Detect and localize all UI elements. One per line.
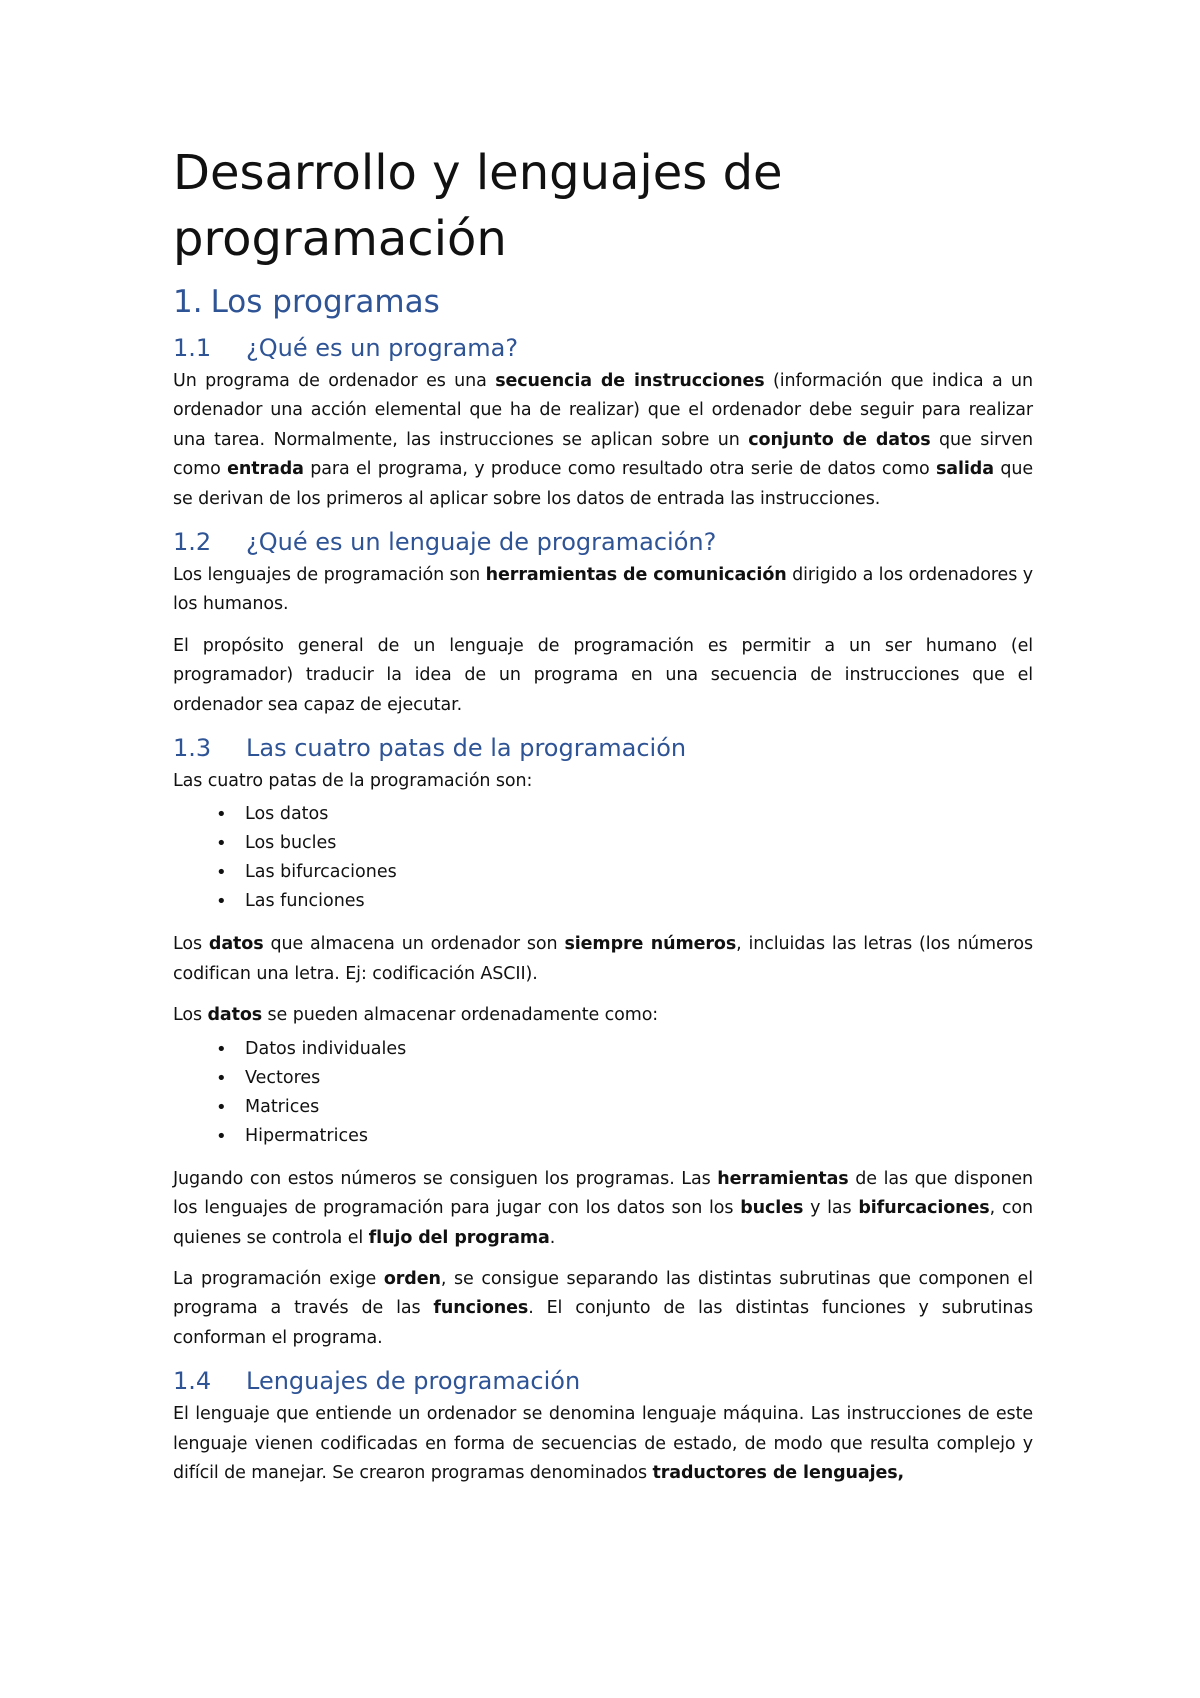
list-item-label: Matrices xyxy=(245,1096,320,1117)
title-word: programación xyxy=(173,211,507,267)
subsection-heading xyxy=(173,732,1033,765)
paragraph xyxy=(173,767,1033,796)
list-item-label: Las funciones xyxy=(245,891,365,912)
list-item xyxy=(173,1035,1033,1064)
list-item-label: Vectores xyxy=(245,1067,321,1088)
section-label: Los programas xyxy=(210,284,440,320)
text-run: La programación exige xyxy=(173,1268,384,1289)
paragraph xyxy=(173,561,1033,620)
subsection-heading xyxy=(173,332,1033,365)
list-item-label: Los bucles xyxy=(245,833,337,854)
text-run: , con quienes se controla el xyxy=(173,1198,1033,1248)
bold-text: orden xyxy=(383,1268,441,1289)
bold-text: entrada xyxy=(227,459,304,480)
subsection-heading xyxy=(173,1365,1033,1398)
text-run: dirigido a los ordenadores y los humanos. xyxy=(173,565,1033,615)
title-word: de xyxy=(722,145,783,201)
bold-text: flujo del programa xyxy=(368,1227,550,1248)
subsection-number: 1.3 xyxy=(173,734,212,763)
text-run: , incluidas las letras (los números codifican una letra. Ej: codificación ASCII). xyxy=(173,934,1033,984)
subsection-number: 1.4 xyxy=(173,1367,212,1396)
bold-text: traductores de lenguajes, xyxy=(652,1462,905,1483)
paragraph xyxy=(173,1001,1033,1030)
bold-text: conjunto de datos xyxy=(748,429,931,450)
text-run: Jugando con estos números se consiguen los programas. Las xyxy=(173,1168,718,1189)
bullet-icon: • xyxy=(216,1096,227,1118)
text-run: que se derivan de los primeros al aplicar sobre los datos de entrada las instrucciones. xyxy=(173,459,1034,509)
text-run: El propósito general de un lenguaje de programación es permitir a un ser humano (el programador) traducir la idea de un programa en una secuencia de instrucciones que el ordenador sea capaz de ejecutar. xyxy=(173,635,1033,715)
text-run: Un programa de ordenador es una xyxy=(173,371,496,391)
text-run: Las cuatro patas de la programación son: xyxy=(173,771,533,792)
section-number: 1. xyxy=(173,284,203,320)
bullet-icon: • xyxy=(216,1125,227,1147)
text-run: Los lenguajes de programación son xyxy=(173,565,486,586)
list-item xyxy=(173,800,1033,829)
text-run: El lenguaje que entiende un ordenador se denomina lenguaje máquina. Las instrucciones de este lenguaje vienen codificadas en forma de secuencias de estado, de modo que resulta complejo y difícil de manejar. Se crearon programas denominados xyxy=(173,1404,1033,1483)
text-run: que sirven como xyxy=(173,429,1033,480)
bold-text: bucles xyxy=(740,1198,804,1219)
title-word: y xyxy=(432,145,461,201)
list-item xyxy=(173,1093,1033,1122)
subsection-label: Lenguajes de programación xyxy=(246,1367,581,1396)
bullet-icon: • xyxy=(216,833,227,855)
subsection-heading xyxy=(173,526,1033,559)
list-item xyxy=(173,887,1033,916)
bullet-icon: • xyxy=(216,862,227,884)
subsection-label: ¿Qué es un lenguaje de programación? xyxy=(246,528,717,557)
bold-text: secuencia de instrucciones xyxy=(495,371,765,391)
bullet-list xyxy=(173,800,1033,916)
bullet-icon: • xyxy=(216,1067,227,1089)
text-run: de las que disponen los lenguajes de programación para jugar con los datos son los xyxy=(173,1168,1033,1219)
bold-text: bifurcaciones xyxy=(858,1198,990,1219)
title-word: lenguajes xyxy=(475,145,708,201)
list-item xyxy=(173,829,1033,858)
bold-text: siempre números xyxy=(564,934,737,955)
paragraph xyxy=(173,367,1033,514)
list-item xyxy=(173,858,1033,887)
subsection-label: Las cuatro patas de la programación xyxy=(246,734,687,763)
list-item-label: Datos individuales xyxy=(245,1038,407,1059)
bullet-icon: • xyxy=(216,804,227,826)
bullet-icon: • xyxy=(216,1038,227,1060)
document-body xyxy=(173,140,1033,1500)
text-run: , se consigue separando las distintas subrutinas que componen el programa a través de las xyxy=(173,1268,1033,1319)
list-item-label: Los datos xyxy=(245,804,329,825)
paragraph xyxy=(173,1400,1033,1488)
text-run: para el programa, y produce como resultado otra serie de datos como xyxy=(303,459,936,480)
bold-text: salida xyxy=(935,459,994,480)
title-word: Desarrollo xyxy=(173,145,417,201)
paragraph xyxy=(173,632,1033,720)
subsection-number: 1.1 xyxy=(173,334,212,362)
paragraph xyxy=(173,930,1033,989)
section-heading xyxy=(173,282,1033,322)
list-item-label: Las bifurcaciones xyxy=(245,862,397,883)
bullet-icon: • xyxy=(216,891,227,913)
text-run: que almacena un ordenador son xyxy=(263,934,565,955)
text-run: (información que indica a un ordenador una acción elemental que ha de realizar) que el ordenador debe seguir para realizar una tarea. Normalmente, las instrucciones se aplican sobre un xyxy=(173,371,1033,450)
subsection-label: ¿Qué es un programa? xyxy=(246,334,519,362)
bold-text: herramientas xyxy=(717,1168,849,1189)
bold-text: herramientas de comunicación xyxy=(485,565,787,586)
subsection-number: 1.2 xyxy=(173,528,212,557)
paragraph xyxy=(173,1265,1033,1353)
bold-text: datos xyxy=(207,1005,263,1026)
bold-text: funciones xyxy=(433,1298,529,1319)
list-item xyxy=(173,1122,1033,1151)
text-run: y las xyxy=(803,1198,859,1219)
bullet-list xyxy=(173,1035,1033,1151)
list-item xyxy=(173,1064,1033,1093)
text-run: . El conjunto de las distintas funciones y subrutinas conforman el programa. xyxy=(173,1298,1033,1348)
text-run: Los xyxy=(173,934,209,955)
list-item-label: Hipermatrices xyxy=(245,1125,368,1146)
bold-text: datos xyxy=(208,934,264,955)
paragraph xyxy=(173,1165,1033,1253)
text-run: se pueden almacenar ordenadamente como: xyxy=(262,1005,659,1026)
document-title xyxy=(173,140,1033,272)
text-run: Los xyxy=(173,1005,208,1026)
text-run: . xyxy=(549,1227,556,1248)
